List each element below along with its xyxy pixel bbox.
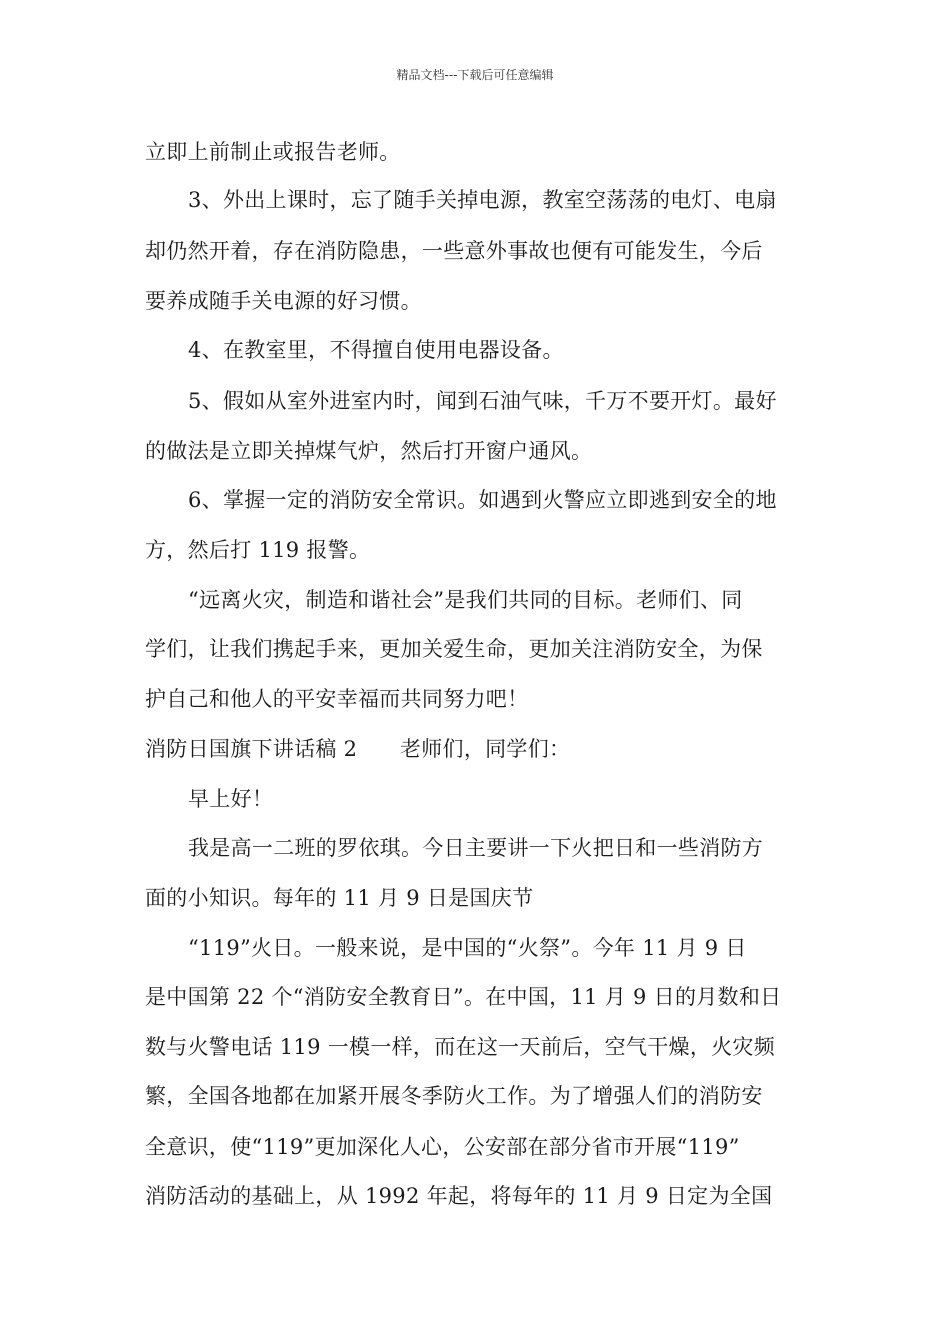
text-line: 学们，让我们携起手来，更加关爱生命，更加关注消防安全，为保 [145,637,763,661]
text-line: 消防日国旗下讲话稿 2 老师们，同学们： [145,737,571,761]
text-line: 方，然后打 119 报警。 [145,538,371,562]
text-line: 面的小知识。每年的 11 月 9 日是国庆节 [145,886,534,910]
text-line: 却仍然开着，存在消防隐患，一些意外事故也便有可能发生，今后 [145,239,763,263]
text-line: “远离火灾，制造和谐社会”是我们共同的目标。老师们、同 [188,588,743,612]
text-line: 的做法是立即关掉煤气炉，然后打开窗户通风。 [145,439,593,463]
text-line: 数与火警电话 119 一模一样，而在这一天前后，空气干燥，火灾频 [145,1035,776,1059]
text-line: 护自己和他人的平安幸福而共同努力吧！ [145,687,529,711]
text-line: 4、在教室里，不得擅自使用电器设备。 [188,338,564,362]
text-line: 早上好！ [188,787,274,811]
text-line: 全意识，使“119”更加深化人心，公安部在部分省市开展“119” [145,1135,740,1159]
page-header: 精品文档---下载后可任意编辑 [396,68,554,82]
text-line: 消防活动的基础上，从 1992 年起，将每年的 11 月 9 日定为全国 [145,1184,773,1208]
text-line: 3、外出上课时，忘了随手关掉电源，教室空荡荡的电灯、电扇 [188,188,777,212]
text-line: 我是高一二班的罗依琪。今日主要讲一下火把日和一些消防方 [188,836,764,860]
text-line: 繁，全国各地都在加紧开展冬季防火工作。为了增强人们的消防安 [145,1084,763,1108]
text-line: “119”火日。一般来说，是中国的“火祭”。今年 11 月 9 日 [188,936,747,960]
text-line: 是中国第 22 个“消防安全教育日”。在中国，11 月 9 日的月数和日 [145,985,782,1009]
text-line: 6、掌握一定的消防安全常识。如遇到火警应立即逃到安全的地 [188,488,777,512]
text-line: 要养成随手关电源的好习惯。 [145,289,422,313]
text-line: 5、假如从室外进室内时，闻到石油气味，千万不要开灯。最好 [188,389,777,413]
text-line: 立即上前制止或报告老师。 [145,140,401,164]
